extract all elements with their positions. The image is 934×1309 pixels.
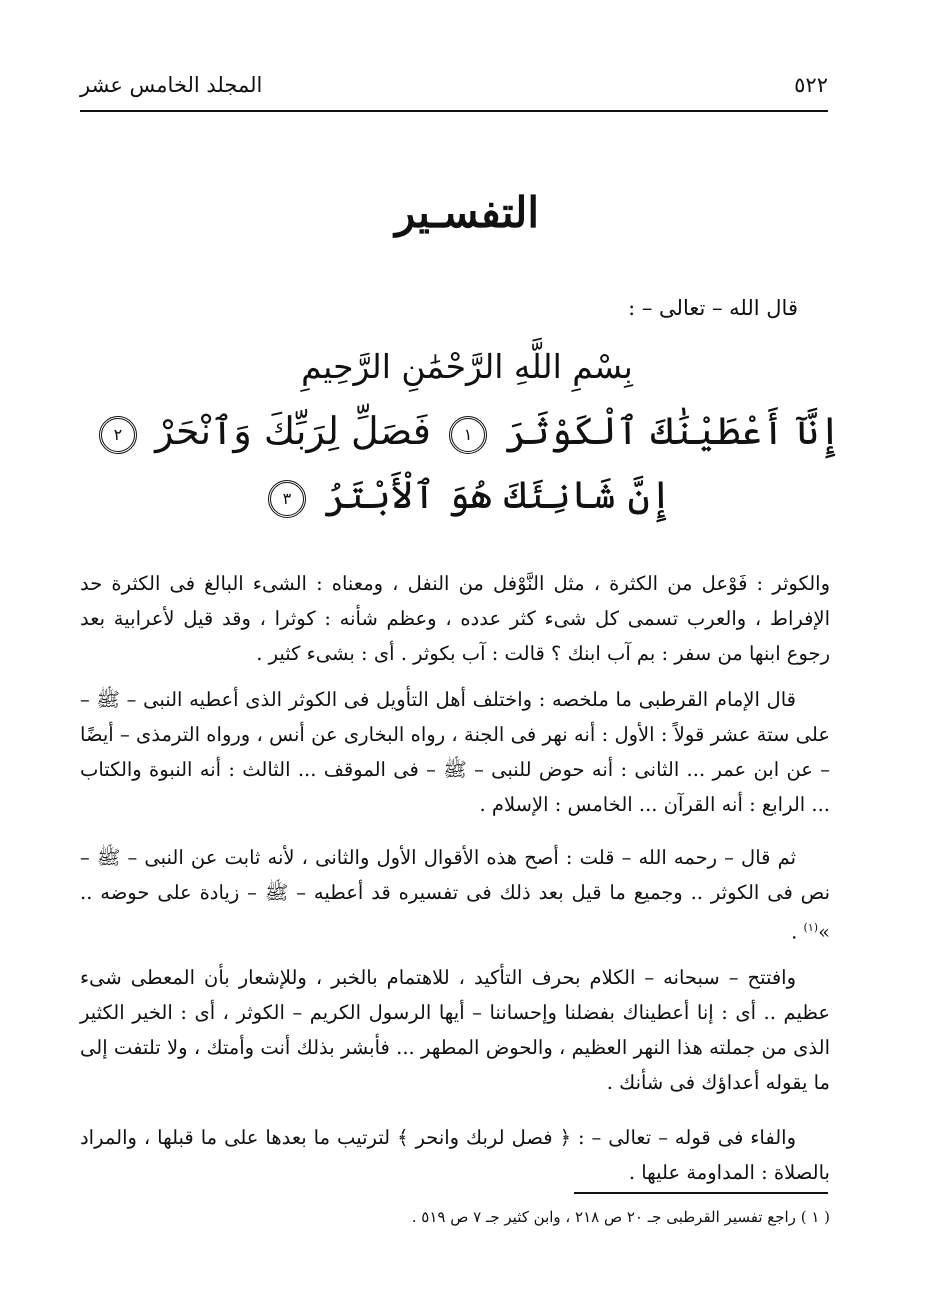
quran-line-1 xyxy=(0,404,934,458)
paragraph-qurtubi-conclusion-text: ثم قال – رحمه الله – قلت : أصح هذه الأقوال الأول والثانى ، لأنه ثابت عن النبى – ﷺ – نص فى الكوثر .. وجميع ما قيل بعد ذلك فى تفسيره قد أعطيه – ﷺ – زيادة على حوضه .. » xyxy=(80,845,830,943)
running-header xyxy=(80,68,828,102)
paragraph-qurtubi: قال الإمام القرطبى ما ملخصه : واختلف أهل التأويل فى الكوثر الذى أعطيه النبى – ﷺ – على ستة عشر قولاً : الأول : أنه نهر فى الجنة ، رواه البخارى عن أنس ، ورواه الترمذى – أيضًا – عن ابن عمر ... الثانى : أنه حوض للنبى – ﷺ – فى الموقف ... الثالث : أنه النبوة والكتاب ... الرابع : أنه القرآن ... الخامس : الإسلام . xyxy=(80,687,830,816)
ayah-3-text: إِنَّ شَانِئَكَ هُوَ ٱلْأَبْتَرُ xyxy=(324,473,673,517)
footnote-reference[interactable]: (١) xyxy=(803,920,819,934)
ayah-number-2: ٢ xyxy=(99,416,137,454)
paragraph-kawthar-meaning: والكوثر : فَوْعل من الكثرة ، مثل النَّوْفل من النفل ، ومعناه : الشىء البالغ فى الكثرة حد الإفراط ، والعرب تسمى كل شىء كثر عدده ، وعظم شأنه : كوثرا ، وقد قيل لأعرابية بعد رجوع ابنها من سفر : بم آب ابنك ؟ قالت : آب بكوثر . أى : بشىء كثير . xyxy=(80,571,830,665)
ayah-number-3: ٣ xyxy=(268,480,306,518)
paragraph-qurtubi-conclusion xyxy=(80,840,830,950)
volume-title: المجلد الخامس عشر xyxy=(80,73,263,97)
paragraph-fa-meaning: والفاء فى قوله – تعالى – : ﴿ فصل لربك وانحر ﴾ لترتيب ما بعدها على ما قبلها ، والمراد بالصلاة : المداومة عليها . xyxy=(80,1125,830,1184)
page-number: ٥٢٢ xyxy=(794,73,828,97)
basmala: بِسْمِ اللَّهِ الرَّحْمَٰنِ الرَّحِيمِ xyxy=(301,347,633,386)
footnote: ( ١ ) راجع تفسير القرطبى جـ ٢٠ ص ٢١٨ ، وابن كثير جـ ٧ ص ٥١٩ . xyxy=(411,1208,830,1226)
section-title: التفسـير xyxy=(394,188,539,237)
intro-line: قال الله – تعالى – : xyxy=(628,296,798,320)
paragraph-end-mark: . xyxy=(791,920,804,943)
paragraph-emphasis: وافتتح – سبحانه – الكلام بحرف التأكيد ، للاهتمام بالخبر ، وللإشعار بأن المعطى شىء عظيم .. أى : إنا أعطيناك بفضلنا وإحساننا – أيها الرسول الكريم – الكوثر ، أى : الخير الكثير الذى من جملته هذا النهر العظيم ، والحوض المطهر ... فأبشر بذلك أنت وأمتك ، ولا تلتفت إلى ما يقوله أعداؤك فى شأنك . xyxy=(80,965,830,1094)
ayah-number-1: ١ xyxy=(449,416,487,454)
ayah-2-text: فَصَلِّ لِرَبِّكَ وَٱنْحَرْ xyxy=(155,409,431,453)
ayah-1-text: إِنَّآ أَعْطَيْنَٰكَ ٱلْكَوْثَرَ xyxy=(505,409,842,453)
quran-line-2 xyxy=(0,468,934,522)
header-rule xyxy=(80,110,828,112)
footnote-rule xyxy=(574,1192,828,1194)
